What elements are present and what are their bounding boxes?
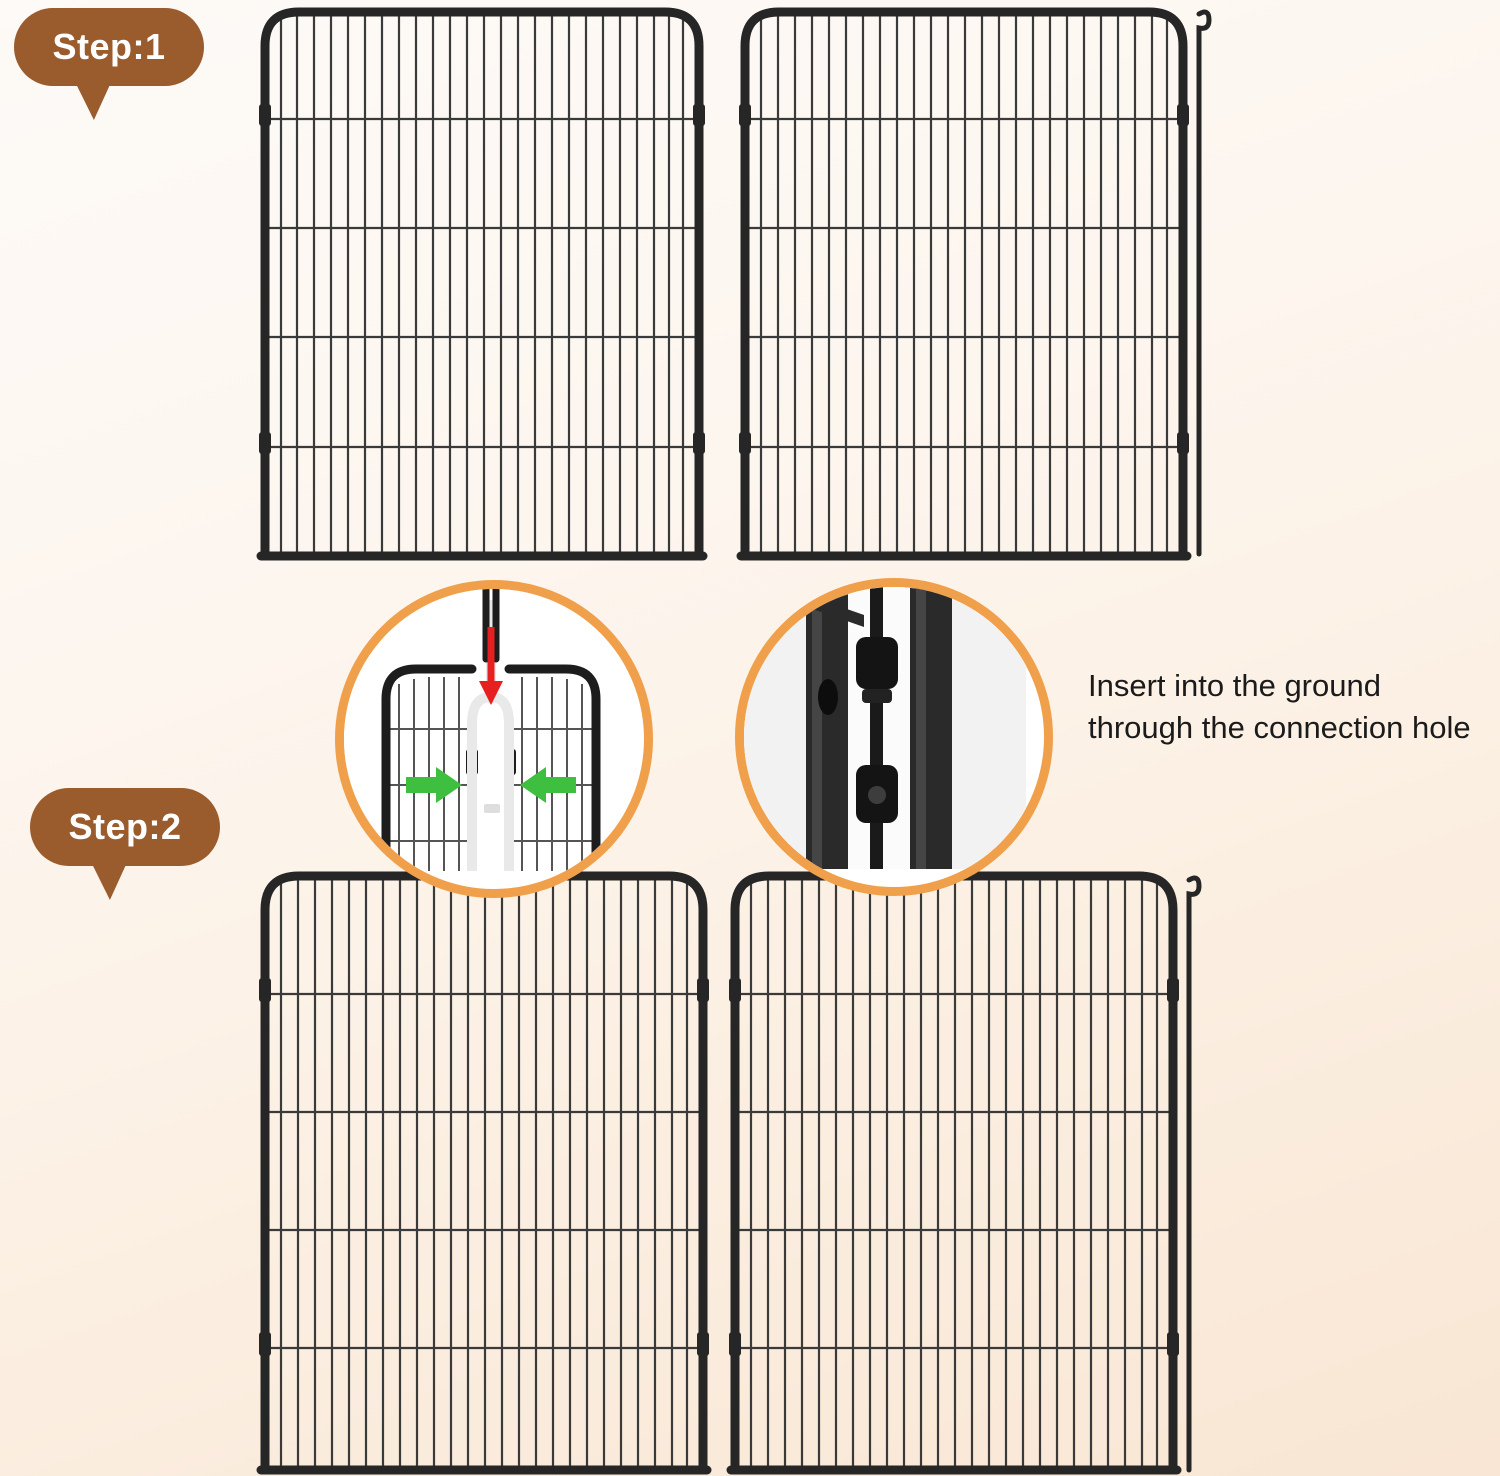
fence-panel-top-left <box>253 4 713 564</box>
connection-hole-detail-callout <box>735 578 1053 896</box>
fence-panel-bottom-right <box>723 866 1213 1476</box>
panel-connection-detail-callout <box>335 580 653 898</box>
step-2-label: Step:2 <box>68 806 182 847</box>
badge-tail-icon <box>86 860 128 900</box>
step-1-badge <box>14 8 204 86</box>
fence-panel-top-right <box>733 2 1213 568</box>
step-1-label: Step:1 <box>52 26 166 67</box>
instruction-text: Insert into the ground through the connection hole <box>1088 668 1471 745</box>
badge-tail-icon <box>70 80 112 120</box>
fence-panel-bottom-left <box>253 866 723 1476</box>
step-2-badge <box>30 788 220 866</box>
